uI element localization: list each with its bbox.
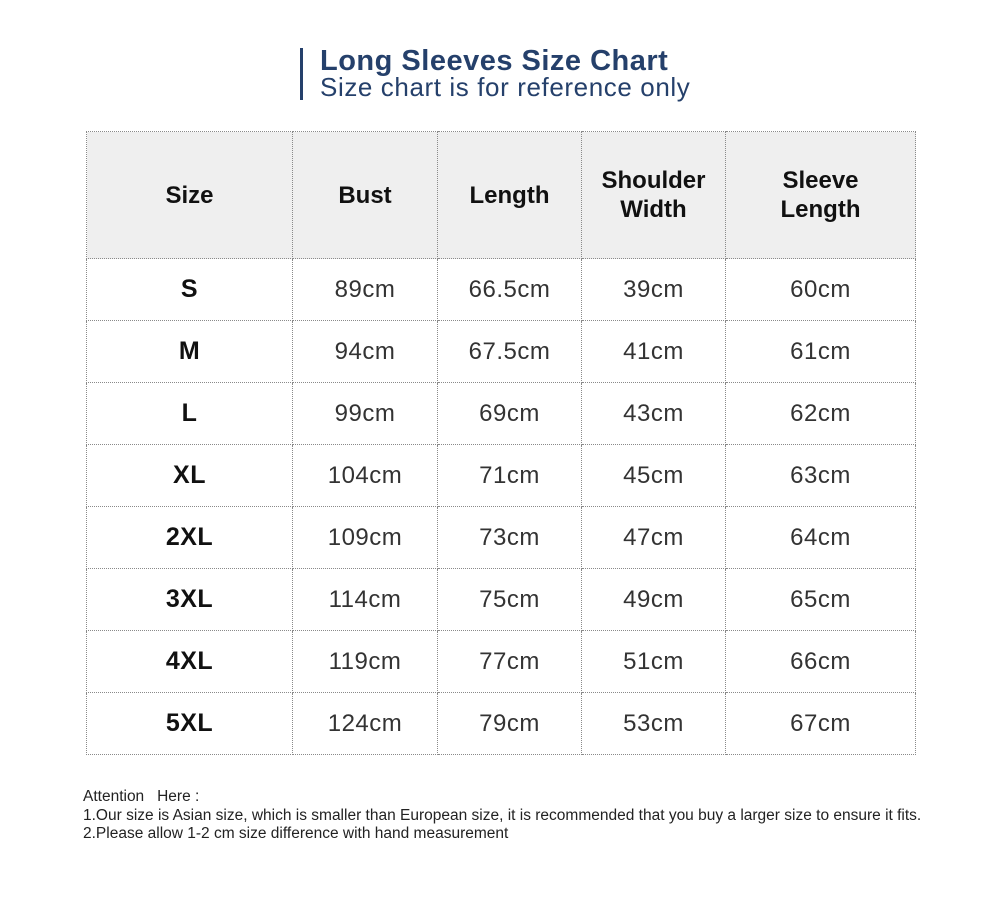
chart-header (300, 46, 720, 102)
cell-bust: 114cm (293, 569, 438, 631)
notes-heading: Attention Here : (83, 788, 200, 805)
cell-length: 77cm (438, 631, 582, 693)
cell-shoulder: 53cm (582, 693, 726, 755)
cell-bust: 99cm (293, 383, 438, 445)
cell-length: 69cm (438, 383, 582, 445)
cell-sleeve: 63cm (726, 445, 916, 507)
cell-size: S (87, 259, 293, 321)
attention-notes (83, 788, 943, 844)
cell-length: 71cm (438, 445, 582, 507)
cell-bust: 124cm (293, 693, 438, 755)
table-row (87, 445, 916, 507)
cell-size: 2XL (87, 507, 293, 569)
table-row (87, 569, 916, 631)
table-row (87, 693, 916, 755)
table-row (87, 383, 916, 445)
cell-size: 4XL (87, 631, 293, 693)
cell-bust: 119cm (293, 631, 438, 693)
size-chart-table (86, 131, 916, 755)
column-header-bust: Bust (293, 132, 438, 259)
table-header-row (87, 132, 916, 259)
cell-bust: 104cm (293, 445, 438, 507)
cell-sleeve: 61cm (726, 321, 916, 383)
cell-size: 5XL (87, 693, 293, 755)
cell-bust: 109cm (293, 507, 438, 569)
table-row (87, 259, 916, 321)
cell-sleeve: 64cm (726, 507, 916, 569)
page-subtitle: Size chart is for reference only (320, 72, 691, 102)
cell-sleeve: 66cm (726, 631, 916, 693)
cell-length: 75cm (438, 569, 582, 631)
cell-size: L (87, 383, 293, 445)
cell-shoulder: 43cm (582, 383, 726, 445)
notes-line-2: 2.Please allow 1-2 cm size difference with hand measurement (83, 825, 509, 842)
cell-sleeve: 62cm (726, 383, 916, 445)
cell-bust: 89cm (293, 259, 438, 321)
cell-length: 73cm (438, 507, 582, 569)
header-accent-bar (300, 48, 303, 100)
column-header-length: Length (438, 132, 582, 259)
cell-bust: 94cm (293, 321, 438, 383)
notes-line-1: 1.Our size is Asian size, which is smaller than European size, it is recommended that you buy a larger size to ensure it fits. (83, 806, 922, 824)
cell-length: 79cm (438, 693, 582, 755)
cell-size: 3XL (87, 569, 293, 631)
cell-length: 67.5cm (438, 321, 582, 383)
cell-shoulder: 47cm (582, 507, 726, 569)
cell-shoulder: 51cm (582, 631, 726, 693)
column-header-size: Size (87, 132, 293, 259)
table-row (87, 631, 916, 693)
cell-shoulder: 41cm (582, 321, 726, 383)
cell-length: 66.5cm (438, 259, 582, 321)
cell-shoulder: 45cm (582, 445, 726, 507)
cell-shoulder: 39cm (582, 259, 726, 321)
cell-sleeve: 65cm (726, 569, 916, 631)
cell-shoulder: 49cm (582, 569, 726, 631)
cell-size: M (87, 321, 293, 383)
table-row (87, 321, 916, 383)
column-header-shoulder-width: Shoulder Width (582, 132, 726, 259)
column-header-sleeve-length: Sleeve Length (726, 132, 916, 259)
page-title: Long Sleeves Size Chart (320, 45, 669, 77)
cell-size: XL (87, 445, 293, 507)
cell-sleeve: 67cm (726, 693, 916, 755)
table-row (87, 507, 916, 569)
cell-sleeve: 60cm (726, 259, 916, 321)
